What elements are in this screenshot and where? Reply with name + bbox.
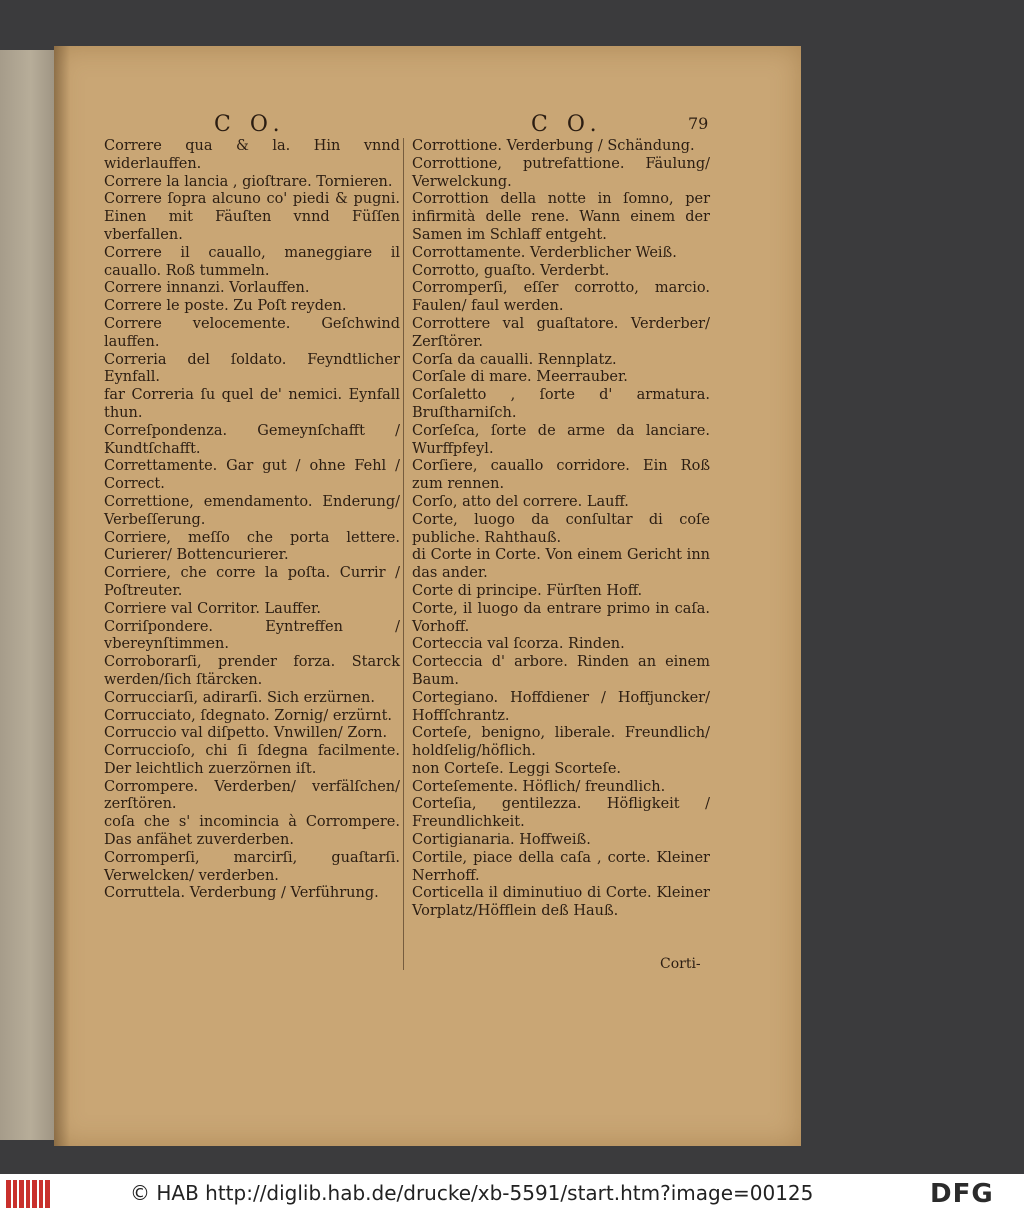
previous-page-edge <box>0 50 56 1140</box>
dictionary-entry: Corſa da caualli. Rennplatz. <box>412 351 617 368</box>
dictionary-entry: Corteccia val ſcorza. Rinden. <box>412 636 625 653</box>
dictionary-entry: Correria del ſoldato. Feyndtlicher Eynfall. <box>104 351 400 386</box>
dictionary-entry: Correre velocemente. Geſchwind lauffen. <box>104 315 400 350</box>
dictionary-entry: Correre qua & la. Hin vnnd widerlauffen. <box>104 138 400 172</box>
catchword: Corti- <box>660 956 701 972</box>
gutter-shadow <box>54 46 70 1146</box>
dictionary-entry: Corromperſi, marcirſi, guaſtarſi. Verwelcken/ verderben. <box>104 849 400 884</box>
dictionary-entry: Corticella il diminutiuo di Corte. Kleiner Vorplatz/Höfflein deß Hauß. <box>412 885 710 920</box>
hab-logo-icon <box>6 1180 50 1208</box>
dictionary-entry: Corrottamente. Verderblicher Weiß. <box>412 244 677 261</box>
dictionary-entry: Corromperſi, eſſer corrotto, marcio. Faulen/ faul werden. <box>412 280 710 315</box>
dictionary-entry: Corrottere val guaſtatore. Verderber/ Zerſtörer. <box>412 315 710 350</box>
dictionary-entry: Corriere val Corritor. Lauffer. <box>104 600 321 617</box>
page-number: 79 <box>688 114 709 133</box>
dictionary-entry: Corteſemente. Höflich/ freundlich. <box>412 778 666 795</box>
dictionary-entry: Corriſpondere. Eyntreffen / vbereynſtimmen. <box>104 618 400 653</box>
right-column <box>412 138 710 921</box>
dictionary-entry: Correttione, emendamento. Enderung/ Verbeſſerung. <box>104 493 400 528</box>
left-column <box>104 138 400 903</box>
dictionary-entry: coſa che s' incomincia à Corrompere. Das anfähet zuverderben. <box>104 814 400 849</box>
copyright-link[interactable]: © HAB http://diglib.hab.de/drucke/xb-5591/start.htm?image=00125 <box>130 1181 814 1205</box>
dictionary-entry: Corrompere. Verderben/ verfälſchen/ zerſtören. <box>104 778 400 813</box>
dictionary-entry: Correre innanzi. Vorlauffen. <box>104 280 310 297</box>
dictionary-entry: Corrucciato, ſdegnato. Zornig/ erzürnt. <box>104 707 393 724</box>
dictionary-entry: Corrottione, putrefattione. Fäulung/ Verwelckung. <box>412 155 710 190</box>
dictionary-entry: Cortegiano. Hoffdiener / Hoffjuncker/ Hoffſchrantz. <box>412 689 710 724</box>
dictionary-entry: Corriere, che corre la poſta. Currir / Poſtreuter. <box>104 565 400 599</box>
dictionary-entry: Corte, il luogo da entrare primo in caſa. Vorhoff. <box>412 600 710 635</box>
left-column-header: C O. <box>214 112 286 137</box>
dictionary-entry: Corrottione. Verderbung / Schändung. <box>412 138 695 154</box>
dictionary-entry: far Correria ſu quel de' nemici. Eynfall thun. <box>104 387 400 421</box>
dictionary-entry: Corſeſca, ſorte de arme da lanciare. Wurffpfeyl. <box>412 422 710 457</box>
dictionary-entry: Corteſia, gentilezza. Höfligkeit / Freundlichkeit. <box>412 796 710 831</box>
dfg-logo: DFG <box>930 1179 994 1209</box>
dictionary-entry: Correre ſopra alcuno co' piedi & pugni. Einen mit Fäuſten vnnd Füſſen vberfallen. <box>104 191 400 243</box>
dictionary-entry: Corteccia d' arbore. Rinden an einem Baum. <box>412 654 710 688</box>
dictionary-entry: Corte, luogo da conſultar di coſe publiche. Rahthauß. <box>412 511 710 546</box>
dictionary-entry: Correre la lancia , gioſtrare. Tornieren. <box>104 173 393 190</box>
dictionary-entry: Corruccioſo, chi ſi ſdegna facilmente. Der leichtlich zuerzörnen iſt. <box>104 743 400 777</box>
dictionary-entry: Corſiere, cauallo corridore. Ein Roß zum rennen. <box>412 458 710 493</box>
dictionary-entry: Corruccio val diſpetto. Vnwillen/ Zorn. <box>104 725 388 742</box>
dictionary-entry: Cortile, piace della caſa , corte. Kleiner Nerrhoff. <box>412 849 710 884</box>
dictionary-entry: Correttamente. Gar gut / ohne Fehl / Correct. <box>104 458 400 493</box>
dictionary-entry: Corſo, atto del correre. Lauff. <box>412 493 629 510</box>
dictionary-entry: Correre il cauallo, maneggiare il cauallo. Roß tummeln. <box>104 244 400 279</box>
dictionary-entry: Corroborarſi, prender forza. Starck werden/ſich ſtärcken. <box>104 654 400 688</box>
dictionary-entry: Corruttela. Verderbung / Verführung. <box>104 885 379 902</box>
dictionary-entry: Corte di principe. Fürſten Hoff. <box>412 582 643 599</box>
dictionary-entry: Cortigianaria. Hoffweiß. <box>412 832 591 849</box>
column-rule <box>403 138 404 970</box>
dictionary-entry: Correſpondenza. Gemeynſchafft / Kundtſchafft. <box>104 422 400 457</box>
dictionary-entry: Corriere, meſſo che porta lettere. Curierer/ Bottencurierer. <box>104 529 400 564</box>
dictionary-entry: Correre le poste. Zu Poſt reyden. <box>104 298 347 315</box>
footer-bar <box>0 1174 1024 1214</box>
dictionary-entry: Corrotto, guaſto. Verderbt. <box>412 262 610 279</box>
dictionary-entry: Corteſe, benigno, liberale. Freundlich/ holdſelig/höflich. <box>412 725 710 760</box>
right-column-header: C O. <box>531 112 603 137</box>
dictionary-entry: Corrottion della notte in ſomno, per infirmità delle rene. Wann einem der Samen im Schlaff entgeht. <box>412 191 710 243</box>
dictionary-entry: non Corteſe. Leggi Scorteſe. <box>412 760 622 777</box>
dictionary-entry: Corrucciarſi, adirarſi. Sich erzürnen. <box>104 689 375 706</box>
dictionary-entry: Corſale di mare. Meerrauber. <box>412 369 628 386</box>
dictionary-entry: Corſaletto , ſorte d' armatura. Bruſtharniſch. <box>412 387 710 421</box>
dictionary-entry: di Corte in Corte. Von einem Gericht inn das ander. <box>412 547 710 582</box>
